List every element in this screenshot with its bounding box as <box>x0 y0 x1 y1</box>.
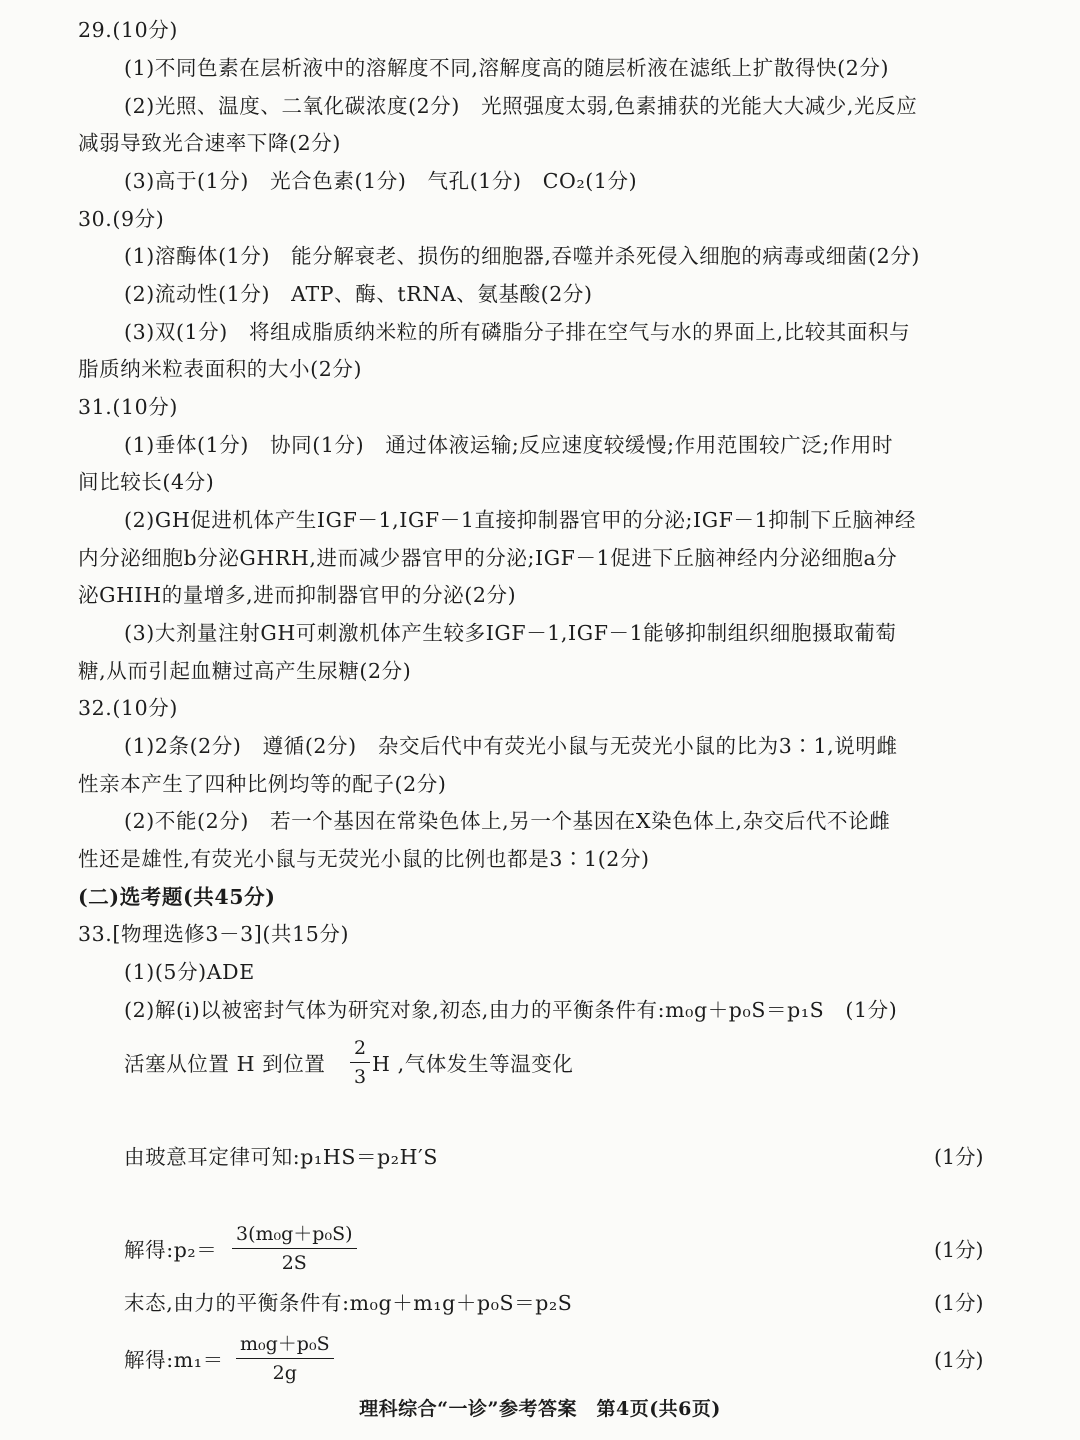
q32-heading: 32.(10分) <box>78 696 178 720</box>
q33-isothermal-post: H ,气体发生等温变化 <box>372 1052 574 1076</box>
q31-part1-line1: (1)垂体(1分) 协同(1分) 通过体液运输;反应速度较缓慢;作用范围较广泛;作用时 <box>124 433 894 457</box>
fraction-denominator: 2S <box>281 1252 307 1274</box>
fraction-denominator: 3 <box>354 1066 367 1088</box>
fraction-m1 <box>236 1332 334 1385</box>
q31-part2-line1: (2)GH促进机体产生IGF－1,IGF－1直接抑制器官甲的分泌;IGF－1抑制下丘脑神经 <box>124 508 916 532</box>
q31-part3-line1: (3)大剂量注射GH可刺激机体产生较多IGF－1,IGF－1能够抑制组织细胞摄取葡萄 <box>124 621 897 645</box>
fraction-numerator: 3(m₀g＋p₀S) <box>232 1222 357 1249</box>
fraction-two-thirds <box>350 1036 370 1089</box>
q31-heading: 31.(10分) <box>78 395 178 419</box>
score-boyle: (1分) <box>934 1145 984 1169</box>
q32-part1-line2: 性亲本产生了四种比例均等的配子(2分) <box>78 772 447 796</box>
q30-part2: (2)流动性(1分) ATP、酶、tRNA、氨基酸(2分) <box>124 282 593 306</box>
section-elective-heading: (二)选考题(共45分) <box>78 885 276 909</box>
q33-final-state: 末态,由力的平衡条件有:m₀g＋m₁g＋p₀S＝p₂S <box>124 1291 573 1315</box>
fraction-numerator: 2 <box>350 1036 370 1063</box>
score-solve-p2: (1分) <box>934 1238 984 1262</box>
q30-part1: (1)溶酶体(1分) 能分解衰老、损伤的细胞器,吞噬并杀死侵入细胞的病毒或细菌(2分) <box>124 244 920 268</box>
q31-part3-line2: 糖,从而引起血糖过高产生尿糖(2分) <box>78 659 412 683</box>
q33-solve-m1-label: 解得:m₁＝ <box>124 1348 224 1372</box>
q33-heading: 33.[物理选修3－3](共15分) <box>78 922 350 946</box>
q31-part2-line2: 内分泌细胞b分泌GHRH,进而减少器官甲的分泌;IGF－1促进下丘脑神经内分泌细胞a分 <box>78 546 898 570</box>
q29-part2-line2: 减弱导致光合速率下降(2分) <box>78 131 341 155</box>
score-final-state: (1分) <box>934 1291 984 1315</box>
q32-part2-line1: (2)不能(2分) 若一个基因在常染色体上,另一个基因在X染色体上,杂交后代不论雌 <box>124 809 891 833</box>
q29-heading: 29.(10分) <box>78 18 178 42</box>
fraction-denominator: 2g <box>272 1362 297 1384</box>
q30-part3-line1: (3)双(1分) 将组成脂质纳米粒的所有磷脂分子排在空气与水的界面上,比较其面积与 <box>124 320 911 344</box>
q32-part1-line1: (1)2条(2分) 遵循(2分) 杂交后代中有荧光小鼠与无荧光小鼠的比为3∶1,说明雌 <box>124 734 898 758</box>
q33-solve-p2-label: 解得:p₂＝ <box>124 1238 218 1262</box>
q29-part2-line1: (2)光照、温度、二氧化碳浓度(2分) 光照强度太弱,色素捕获的光能大大减少,光反应 <box>124 94 918 118</box>
q33-boyle-law: 由玻意耳定律可知:p₁HS＝p₂H′S <box>124 1145 438 1169</box>
score-solve-m1: (1分) <box>934 1348 984 1372</box>
q30-heading: 30.(9分) <box>78 207 165 231</box>
page-footer: 理科综合“一诊”参考答案 第4页(共6页) <box>359 1398 721 1420</box>
q29-part1: (1)不同色素在层析液中的溶解度不同,溶解度高的随层析液在滤纸上扩散得快(2分) <box>124 56 890 80</box>
q32-part2-line2: 性还是雄性,有荧光小鼠与无荧光小鼠的比例也都是3∶1(2分) <box>78 847 650 871</box>
q31-part1-line2: 间比较长(4分) <box>78 470 215 494</box>
q30-part3-line2: 脂质纳米粒表面积的大小(2分) <box>78 357 363 381</box>
fraction-p2 <box>232 1222 357 1275</box>
q33-isothermal-pre: 活塞从位置 H 到位置 <box>124 1052 326 1076</box>
q33-part2-initial-state: (2)解(i)以被密封气体为研究对象,初态,由力的平衡条件有:m₀g＋p₀S＝p₁S (1分) <box>124 998 898 1022</box>
q31-part2-line3: 泌GHIH的量增多,进而抑制器官甲的分泌(2分) <box>78 583 517 607</box>
fraction-numerator: m₀g＋p₀S <box>236 1332 334 1359</box>
q29-part3: (3)高于(1分) 光合色素(1分) 气孔(1分) CO₂(1分) <box>124 169 638 193</box>
q33-part1: (1)(5分)ADE <box>124 960 255 984</box>
